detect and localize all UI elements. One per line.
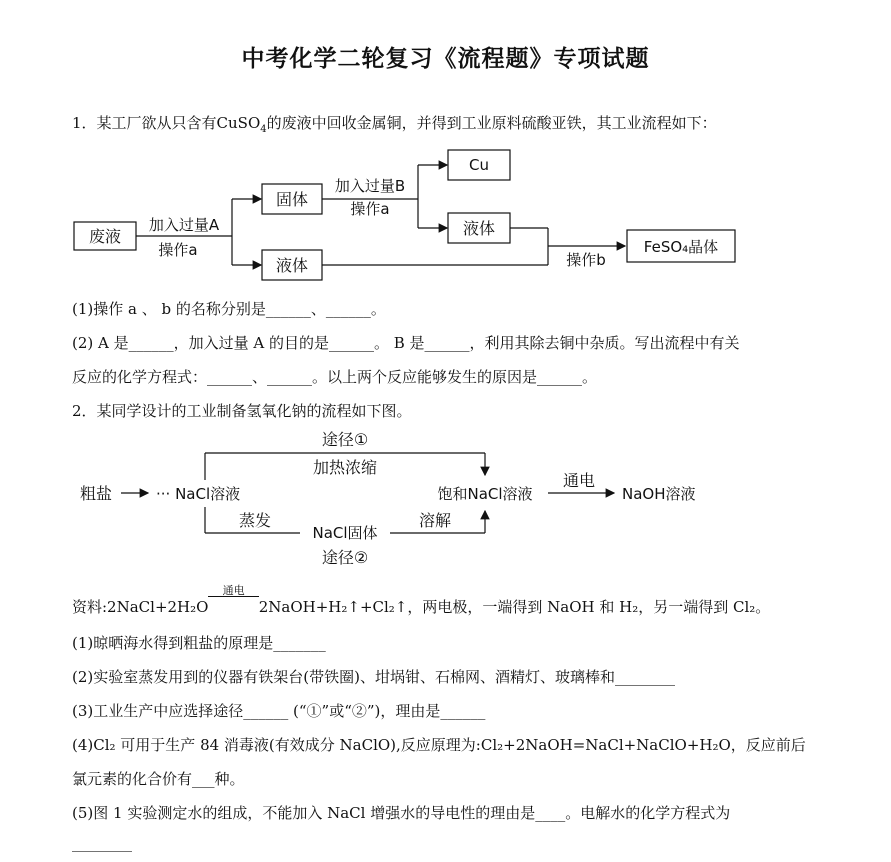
q2-part2: (2)实验室蒸发用到的仪器有铁架台(带铁圈)、坩埚钳、石棉网、酒精灯、玻璃棒和________: [72, 668, 675, 686]
q2-part5-blank: ________: [72, 834, 132, 852]
flow-add-b-label: 加入过量B: [334, 177, 406, 195]
flow2-evaporate-label: 蒸发: [238, 511, 272, 530]
q2-info-post: 2NaOH+H₂↑+Cl₂↑，两电极，一端得到 NaOH 和 H₂，另一端得到 Cl₂。: [258, 598, 771, 616]
q1-flow-diagram: [0, 0, 891, 300]
flow-add-a-label: 加入过量A: [148, 216, 220, 234]
flow-liquid2-label: 液体: [462, 219, 496, 238]
flow2-route1-label: 途径①: [321, 430, 369, 449]
q2-info: [72, 584, 771, 617]
flow-waste-label: 废液: [88, 227, 122, 246]
q2-part4-cont: 氯元素的化合价有___种。: [72, 770, 245, 788]
q1-stem-text: 1．某工厂欲从只含有CuSO: [72, 114, 261, 132]
flow-liquid1-label: 液体: [275, 256, 309, 275]
q2-part3: (3)工业生产中应选择途径______ (“①”或“②”)，理由是______: [72, 702, 486, 720]
q2-part4: (4)Cl₂ 可用于生产 84 消毒液(有效成分 NaClO),反应原理为:Cl₂+2NaOH=NaCl+NaClO+H₂O，反应前后: [72, 736, 806, 754]
q1-stem-text-2: 的废液中回收金属铜，并得到工业原料硫酸亚铁，其工业流程如下：: [266, 114, 717, 132]
flow2-heat-label: 加热浓缩: [312, 458, 378, 477]
flow-product-label: FeSO₄晶体: [643, 238, 719, 256]
flow2-nacl-solid-label: NaCl固体: [312, 524, 378, 542]
q2-info-pre: 资料:2NaCl+2H₂O: [72, 598, 209, 616]
page-title: 中考化学二轮复习《流程题》专项试题: [241, 45, 650, 72]
flow2-electrify-label: 通电: [562, 471, 596, 490]
flow2-nacl-solution-label: ··· NaCl溶液: [156, 485, 241, 503]
q1-stem-subscript: 4: [260, 124, 267, 135]
q2-stem: 2．某同学设计的工业制备氢氧化钠的流程如下图。: [72, 402, 412, 420]
flow2-dissolve-label: 溶解: [418, 511, 452, 530]
q1-part1: (1)操作 a 、 b 的名称分别是______、______。: [72, 300, 386, 318]
flow-solid-label: 固体: [275, 190, 309, 209]
flow-op-a1-label: 操作a: [158, 241, 198, 259]
q1-part2: (2) A 是______，加入过量 A 的目的是______。 B 是______，利用其除去铜中杂质。写出流程中有关: [72, 334, 740, 352]
q2-info-condition: [208, 584, 258, 616]
flow-cu-label: Cu: [469, 156, 489, 174]
q2-info-condition-label: 通电: [208, 586, 258, 597]
q2-part5: (5)图 1 实验测定水的组成，不能加入 NaCl 增强水的导电性的理由是____。电解水的化学方程式为: [72, 804, 731, 822]
flow2-saturated-label: 饱和NaCl溶液: [437, 485, 533, 503]
q1-part2-cont: 反应的化学方程式：______、______。以上两个反应能够发生的原因是______。: [72, 368, 598, 386]
flow-op-b-label: 操作b: [566, 251, 606, 269]
flow2-route2-label: 途径②: [321, 548, 369, 567]
flow2-crude-label: 粗盐: [80, 484, 113, 503]
q2-part1: (1)晾晒海水得到粗盐的原理是_______: [72, 634, 326, 652]
flow-op-a2-label: 操作a: [350, 200, 390, 218]
flow2-naoh-label: NaOH溶液: [622, 485, 696, 503]
q2-flow-diagram: [0, 425, 891, 575]
